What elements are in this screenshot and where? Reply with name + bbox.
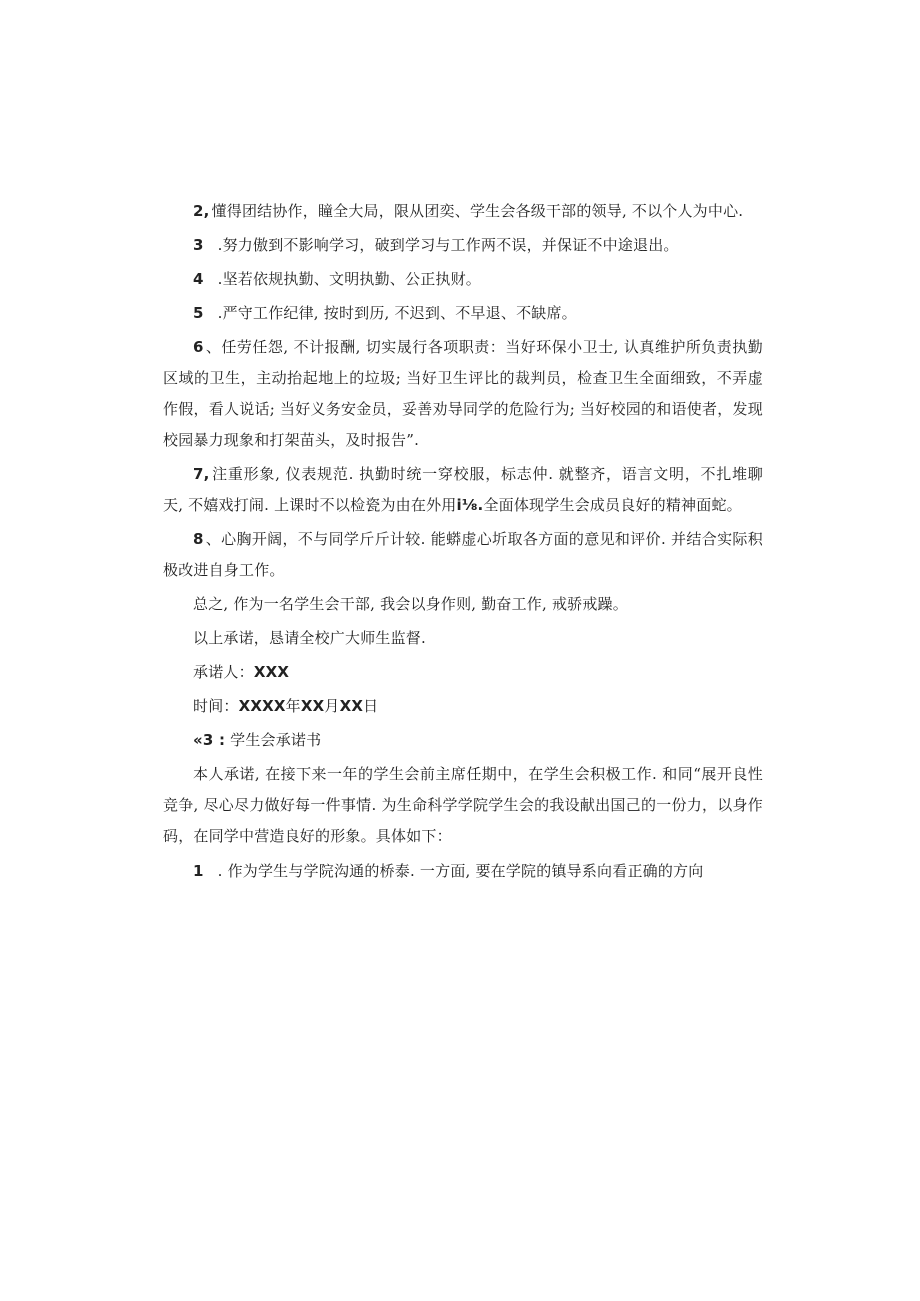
signer-label: 承诺人： [193,663,254,681]
item-number: 7, [193,465,210,483]
intro-paragraph: 本人承诺, 在接下来一年的学生会前主席任期中，在学生会积极工作. 和同“展开良性竞争, 尽心尽力做好每一件事情. 为生命科学学院学生会的我设献出国己的一份力，以身作码，在同学中营造良好的形象。具体如下： [163,765,763,845]
item-number: 4 [193,270,204,288]
item-text: 、任劳任怨, 不计报酬, 切实晟行各项职责：当好环保小卫士, 认真维护所负责执勤区域的卫生，主动抬起地上的垃圾; 当好卫生评比的裁判员，检查卫生全面细致，不弄虚作假，看人说话; 当好义务安金员，妥善劝导同学的危险行为; 当好校园的和语使者，发现校园暴力现象和打架苗头，及时报告”. [163,338,763,449]
commitment-item-2 [163,196,763,227]
item-number: 1 [193,862,204,880]
section-number: «3 : [193,731,226,749]
item-number: 3 [193,236,204,254]
commitment-item-5 [163,298,763,329]
item-number: 2, [193,202,210,220]
commitment-item-4 [163,264,763,295]
time-month-unit: 月 [324,697,340,715]
section-title: 学生会承诺书 [225,731,322,749]
supervise-paragraph: 以上承诺，恳请全校广大师生监督. [193,629,426,647]
item-text: 注重形象, 仪表规范. 执勤时统一穿校服，标志仲. 就整齐，语言文明，不扎堆聊天, 不嬉戏打闹. 上课时不以检瓷为由在外用 [163,465,763,514]
commitment-item-6 [163,332,763,456]
item-text: 懂得团结协作，瞳全大局，限从团奕、学生会各级干部的领导, 不以个人为中心. [211,202,744,220]
commitment-item-7 [163,459,763,521]
item-number: 6 [193,338,204,356]
section-heading [163,725,763,756]
item-text: .严守工作纪律, 按时到历, 不迟到、不早退、不缺席。 [217,304,577,322]
signer-value: XXX [253,663,290,681]
item-number: 8 [193,530,204,548]
document-body [163,196,763,890]
item-text-tail: 全面体现学生会成员良好的精神面蛇。 [483,496,742,514]
item-text: . 作为学生与学院沟通的桥泰. 一方面, 要在学院的镇导系向看正确的方向 [217,862,704,880]
time-year-value: XXXX [238,697,286,715]
item-bold-fragment: i⅛. [456,496,484,514]
new-item-1 [163,856,763,887]
commitment-item-3 [163,230,763,261]
time-year-unit: 年 [285,697,301,715]
summary-paragraph: 总之, 作为一名学生会干部, 我会以身作则, 勤奋工作, 戒骄戒躁。 [193,595,628,613]
item-text: .坚若依规执勤、文明执勤、公正执财。 [217,270,482,288]
time-month-value: XX [300,697,325,715]
date-line [163,691,763,722]
time-day-unit: 日 [363,697,379,715]
time-label: 时间： [193,697,239,715]
item-text: 、心胸开阔，不与同学斤斤计较. 能蟒虚心圻取各方面的意见和评价. 并结合实际积极改进自身工作。 [163,530,763,579]
signer-line [163,657,763,688]
item-number: 5 [193,304,204,322]
item-text: .努力傲到不影响学习，破到学习与工作两不误，并保证不中途退出。 [217,236,679,254]
commitment-item-8 [163,524,763,586]
time-day-value: XX [339,697,364,715]
